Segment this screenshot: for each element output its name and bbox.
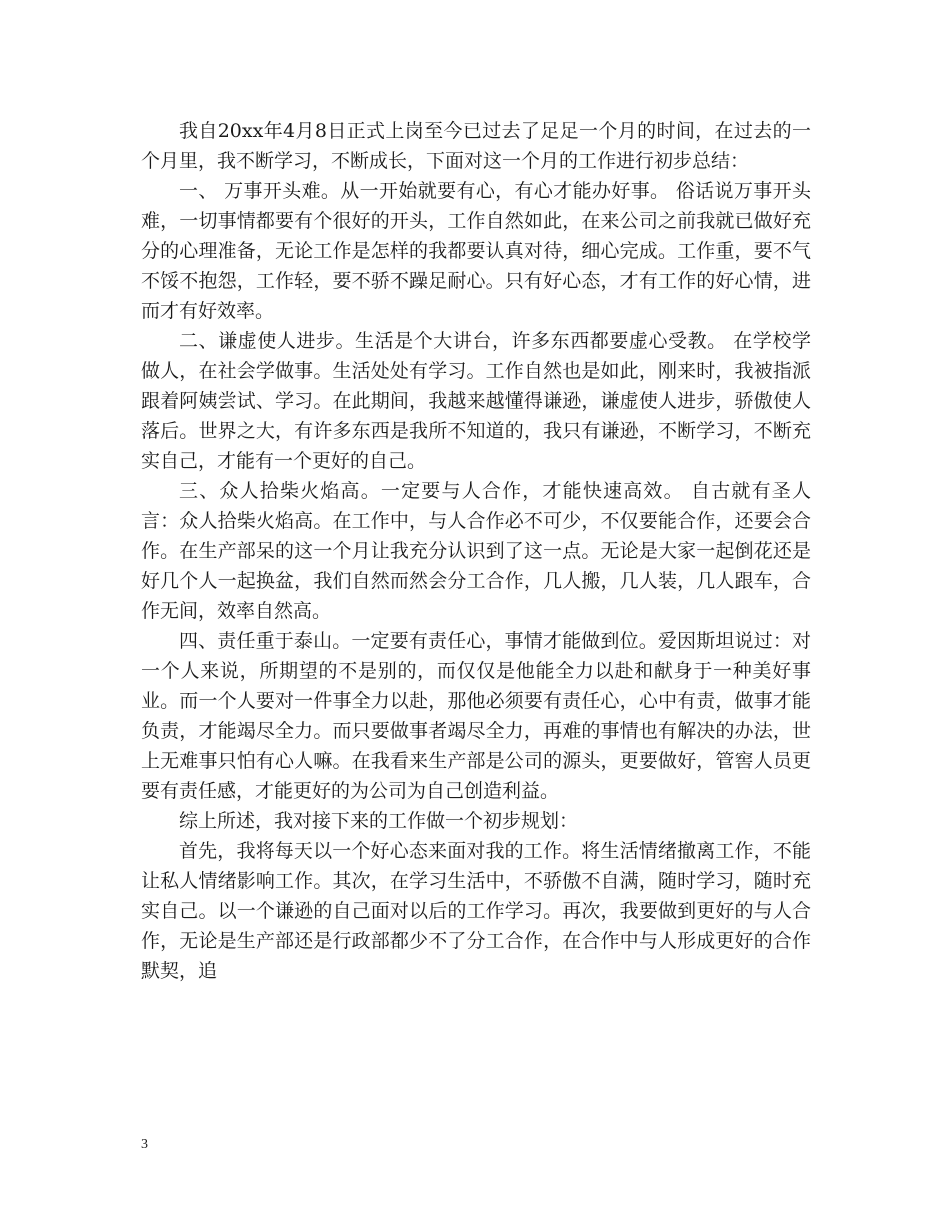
paragraph-plan: 首先，我将每天以一个好心态来面对我的工作。将生活情绪撤离工作，不能让私人情绪影响工作。其次，在学习生活中，不骄傲不自满，随时学习，随时充实自己。以一个谦逊的自己面对以后的工作学习。再次，我要做到更好的与人合作，无论是生产部还是行政部都少不了分工合作，在合作中与人形成更好的合作默契，追 <box>141 840 811 982</box>
page-number: 3 <box>141 1137 148 1152</box>
paragraph-point-three: 三、众人拾柴火焰高。一定要与人合作，才能快速高效。 自古就有圣人言：众人拾柴火焰高。在工作中，与人合作必不可少，不仅要能合作，还要会合作。在生产部呆的这一个月让我充分认识到了这一点。无论是大家一起倒花还是好几个人一起换盆，我们自然而然会分工合作，几人搬，几人装，几人跟车，合作无间，效率自然高。 <box>141 480 811 622</box>
paragraph-intro: 我自20xx年4月8日正式上岗至今已过去了足足一个月的时间，在过去的一个月里，我不断学习，不断成长，下面对这一个月的工作进行初步总结： <box>141 120 811 172</box>
paragraph-point-one: 一、 万事开头难。从一开始就要有心，有心才能办好事。 俗话说万事开头难，一切事情都要有个很好的开头，工作自然如此，在来公司之前我就已做好充分的心理准备，无论工作是怎样的我都要认真对待，细心完成。工作重，要不气不馁不抱怨，工作轻，要不骄不躁足耐心。只有好心态，才有工作的好心情，进而才有好效率。 <box>141 180 811 322</box>
paragraph-point-four: 四、责任重于泰山。一定要有责任心，事情才能做到位。爱因斯坦说过：对一个人来说，所期望的不是别的，而仅仅是他能全力以赴和献身于一种美好事业。而一个人要对一件事全力以赴，那他必须要有责任心，心中有责，做事才能负责，才能竭尽全力。而只要做事者竭尽全力，再难的事情也有解决的办法，世上无难事只怕有心人嘛。在我看来生产部是公司的源头，更要做好，管窖人员更要有责任感，才能更好的为公司为自己创造利益。 <box>141 630 811 802</box>
document-body <box>141 116 811 986</box>
paragraph-point-two: 二、谦虚使人进步。生活是个大讲台，许多东西都要虚心受教。 在学校学做人，在社会学做事。生活处处有学习。工作自然也是如此，刚来时，我被指派跟着阿姨尝试、学习。在此期间，我越来越懂得谦逊，谦虚使人进步，骄傲使人落后。世界之大，有许多东西是我所不知道的，我只有谦逊，不断学习，不断充实自己，才能有一个更好的自己。 <box>141 330 811 472</box>
paragraph-summary: 综上所述，我对接下来的工作做一个初步规划： <box>179 810 579 832</box>
